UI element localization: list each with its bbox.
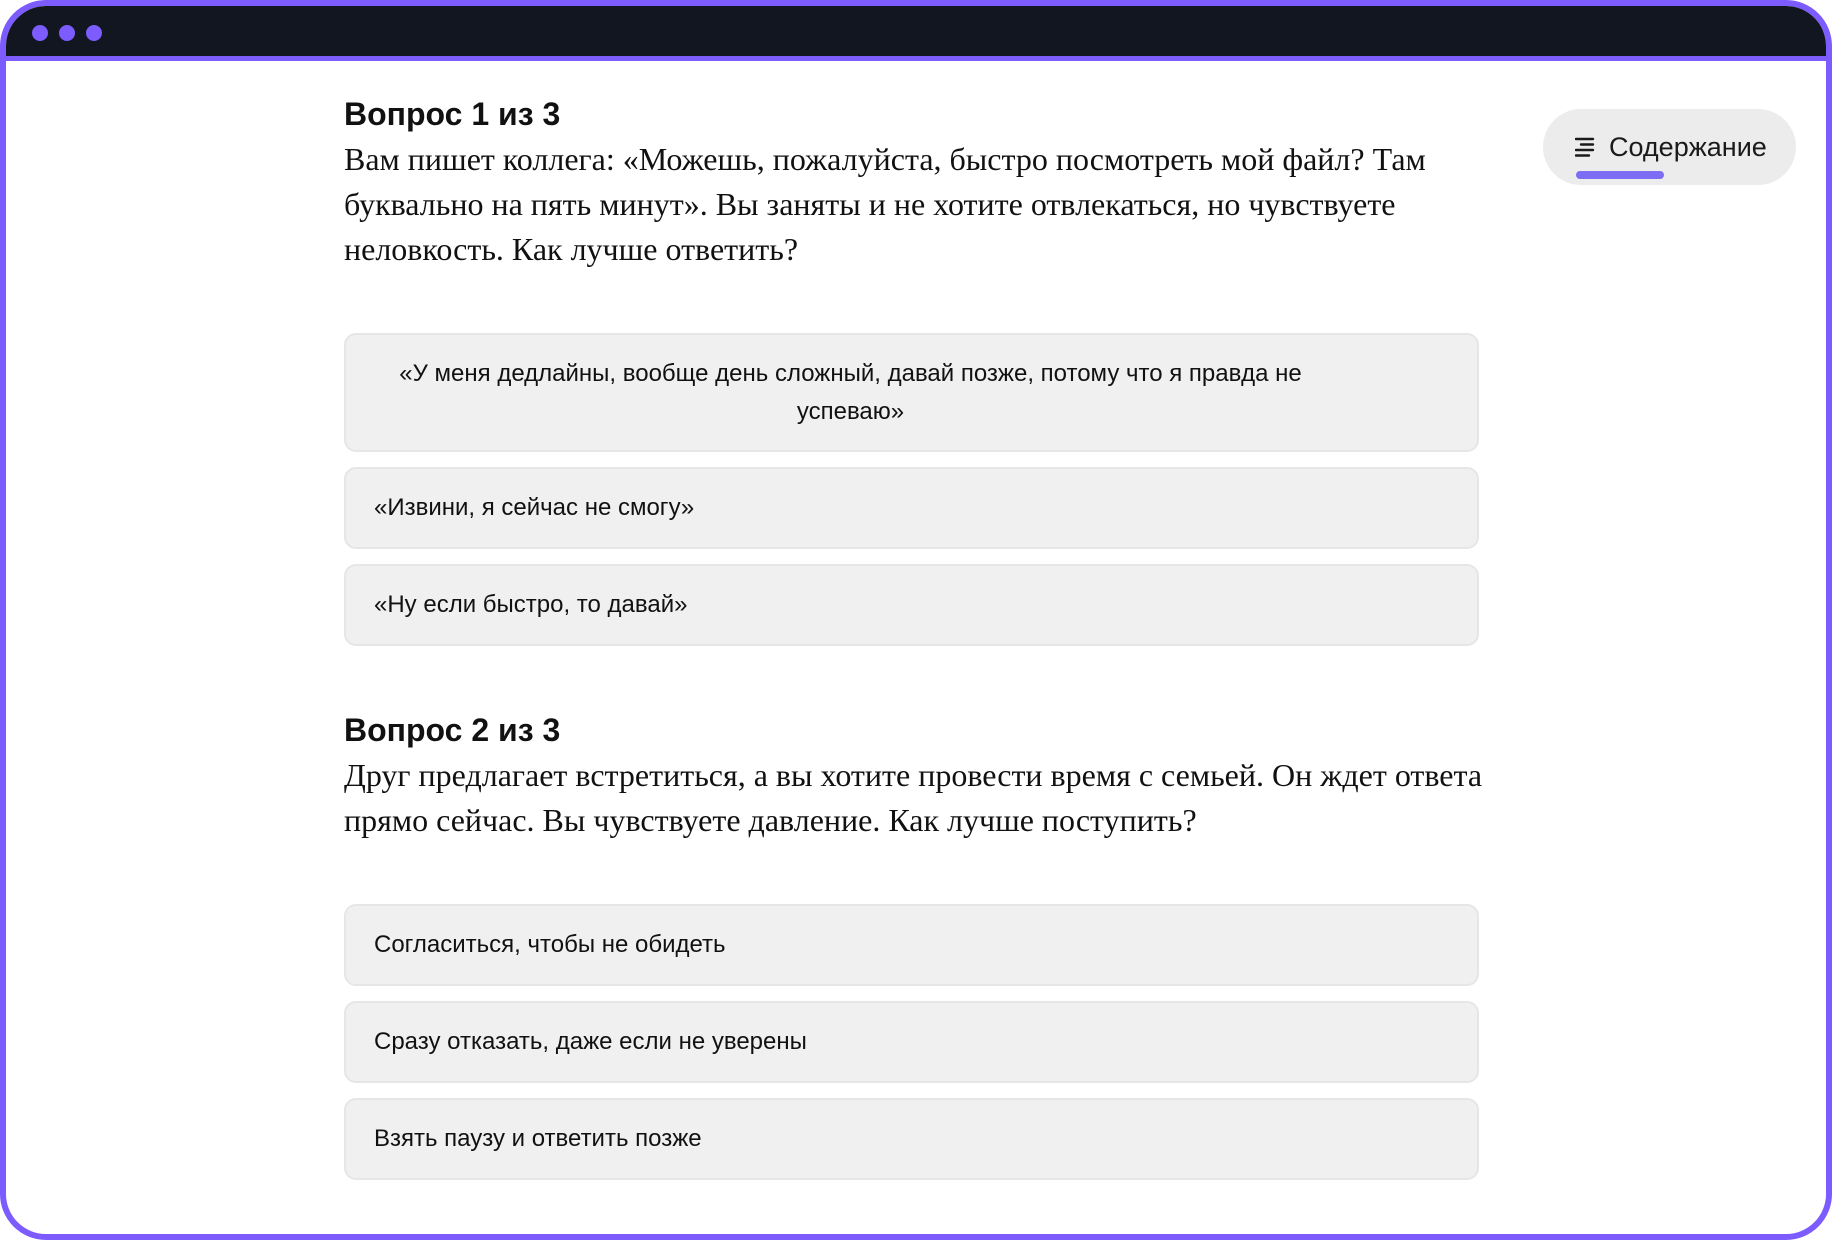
question-1 (344, 92, 1484, 646)
answer-option[interactable]: «Извини, я сейчас не смогу» (344, 467, 1479, 549)
window-titlebar (6, 6, 1826, 61)
table-of-contents-icon (1575, 136, 1597, 158)
window-dot-close[interactable] (32, 25, 48, 41)
answer-option[interactable]: Сразу отказать, даже если не уверены (344, 1001, 1479, 1083)
answer-option[interactable]: «Ну если быстро, то давай» (344, 564, 1479, 646)
answer-option[interactable]: Согласиться, чтобы не обидеть (344, 904, 1479, 986)
question-title: Вопрос 2 из 3 (344, 712, 561, 748)
question-text: Вам пишет коллега: «Можешь, пожалуйста, быстро посмотреть мой файл? Там буквально на пять минут». Вы заняты и не хотите отвлекаться, но чувствуете неловкость. Как лучше ответить? (344, 141, 1426, 267)
answer-options (344, 904, 1484, 1180)
question-title: Вопрос 1 из 3 (344, 96, 561, 132)
window-controls (32, 25, 102, 41)
quiz-content (344, 92, 1484, 1180)
window-dot-maximize[interactable] (86, 25, 102, 41)
table-of-contents-label: Содержание (1609, 131, 1767, 162)
question-text: Друг предлагает встретиться, а вы хотите провести время с семьей. Он ждет ответа прямо сейчас. Вы чувствуете давление. Как лучше поступить? (344, 757, 1483, 838)
toc-progress-indicator (1576, 171, 1664, 179)
answer-options (344, 333, 1484, 646)
table-of-contents-button[interactable] (1543, 109, 1796, 185)
question-2 (344, 708, 1484, 1180)
window-dot-minimize[interactable] (59, 25, 75, 41)
answer-option[interactable]: Взять паузу и ответить позже (344, 1098, 1479, 1180)
answer-option[interactable]: «У меня дедлайны, вообще день сложный, давай позже, потому что я правда не успеваю» (344, 333, 1479, 452)
